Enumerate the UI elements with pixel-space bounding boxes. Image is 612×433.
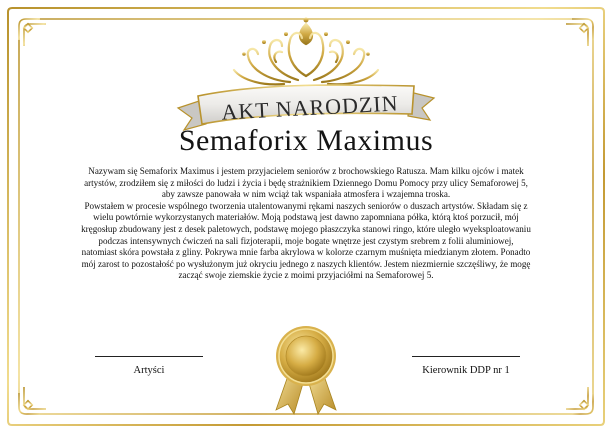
right-signature-label: Kierownik DDP nr 1 (422, 365, 510, 376)
gold-seal-icon (256, 320, 356, 416)
corner-ornament-bottom-right (566, 387, 593, 414)
right-signature-line (412, 356, 520, 357)
corner-ornament-top-right (566, 19, 593, 46)
left-signature-label: Artyści (133, 365, 165, 376)
crown-ornament-icon (226, 16, 386, 88)
corner-ornament-top-left (19, 19, 46, 46)
banner-title: AKT NARODZIN (220, 90, 400, 125)
left-signature-line (95, 356, 203, 357)
certificate-body (80, 166, 532, 282)
body-paragraph: Nazywam się Semaforix Maximus i jestem przyjacielem seniorów z brochowskiego Ratusza. Mam kilku ojców i matek artystów, zrodziłem się z miłości do ludzi i życia i będę strażnikiem Dziennego Domu Pomocy przy ulicy Semaforowej 5, aby zawsze panowała w nim wciąż tak wspaniała atmosfera i wzajemna troska. (84, 166, 528, 200)
corner-ornament-bottom-left (19, 387, 46, 414)
body-paragraph: Powstałem w procesie wspólnego tworzenia utalentowanymi rękami naszych seniorów o duszach artystów. Składam się z wielu powtórnie wykorzystanych materiałów. Moją podstawą jest dawno zapomniana półka, którą ktoś porzucił, mój kręgosłup zbudowany jest z desek paletowych, podstawę mojego płaszczyka stanowi ringo, które uległo wyeksploatowaniu podczas intensywnych ćwiczeń na sali fizjoterapii, moje bogate wnętrze jest czystym srebrem z folii aluminiowej, natomiast skóra powstała z gliny. Pokrywa mnie farba akrylowa w kolorze czarnym muśnięta miedzianym złotem. Ponadto mój zarost to pozostałość po wysłużonym już okryciu jednego z naszych klientów. Jestem niezmiernie szczęśliwy, że mogę zacząć swoje ziemskie życie z moimi przyjaciółmi na Semaforowej 5. (81, 200, 531, 281)
honoree-name: Semaforix Maximus (178, 124, 434, 157)
